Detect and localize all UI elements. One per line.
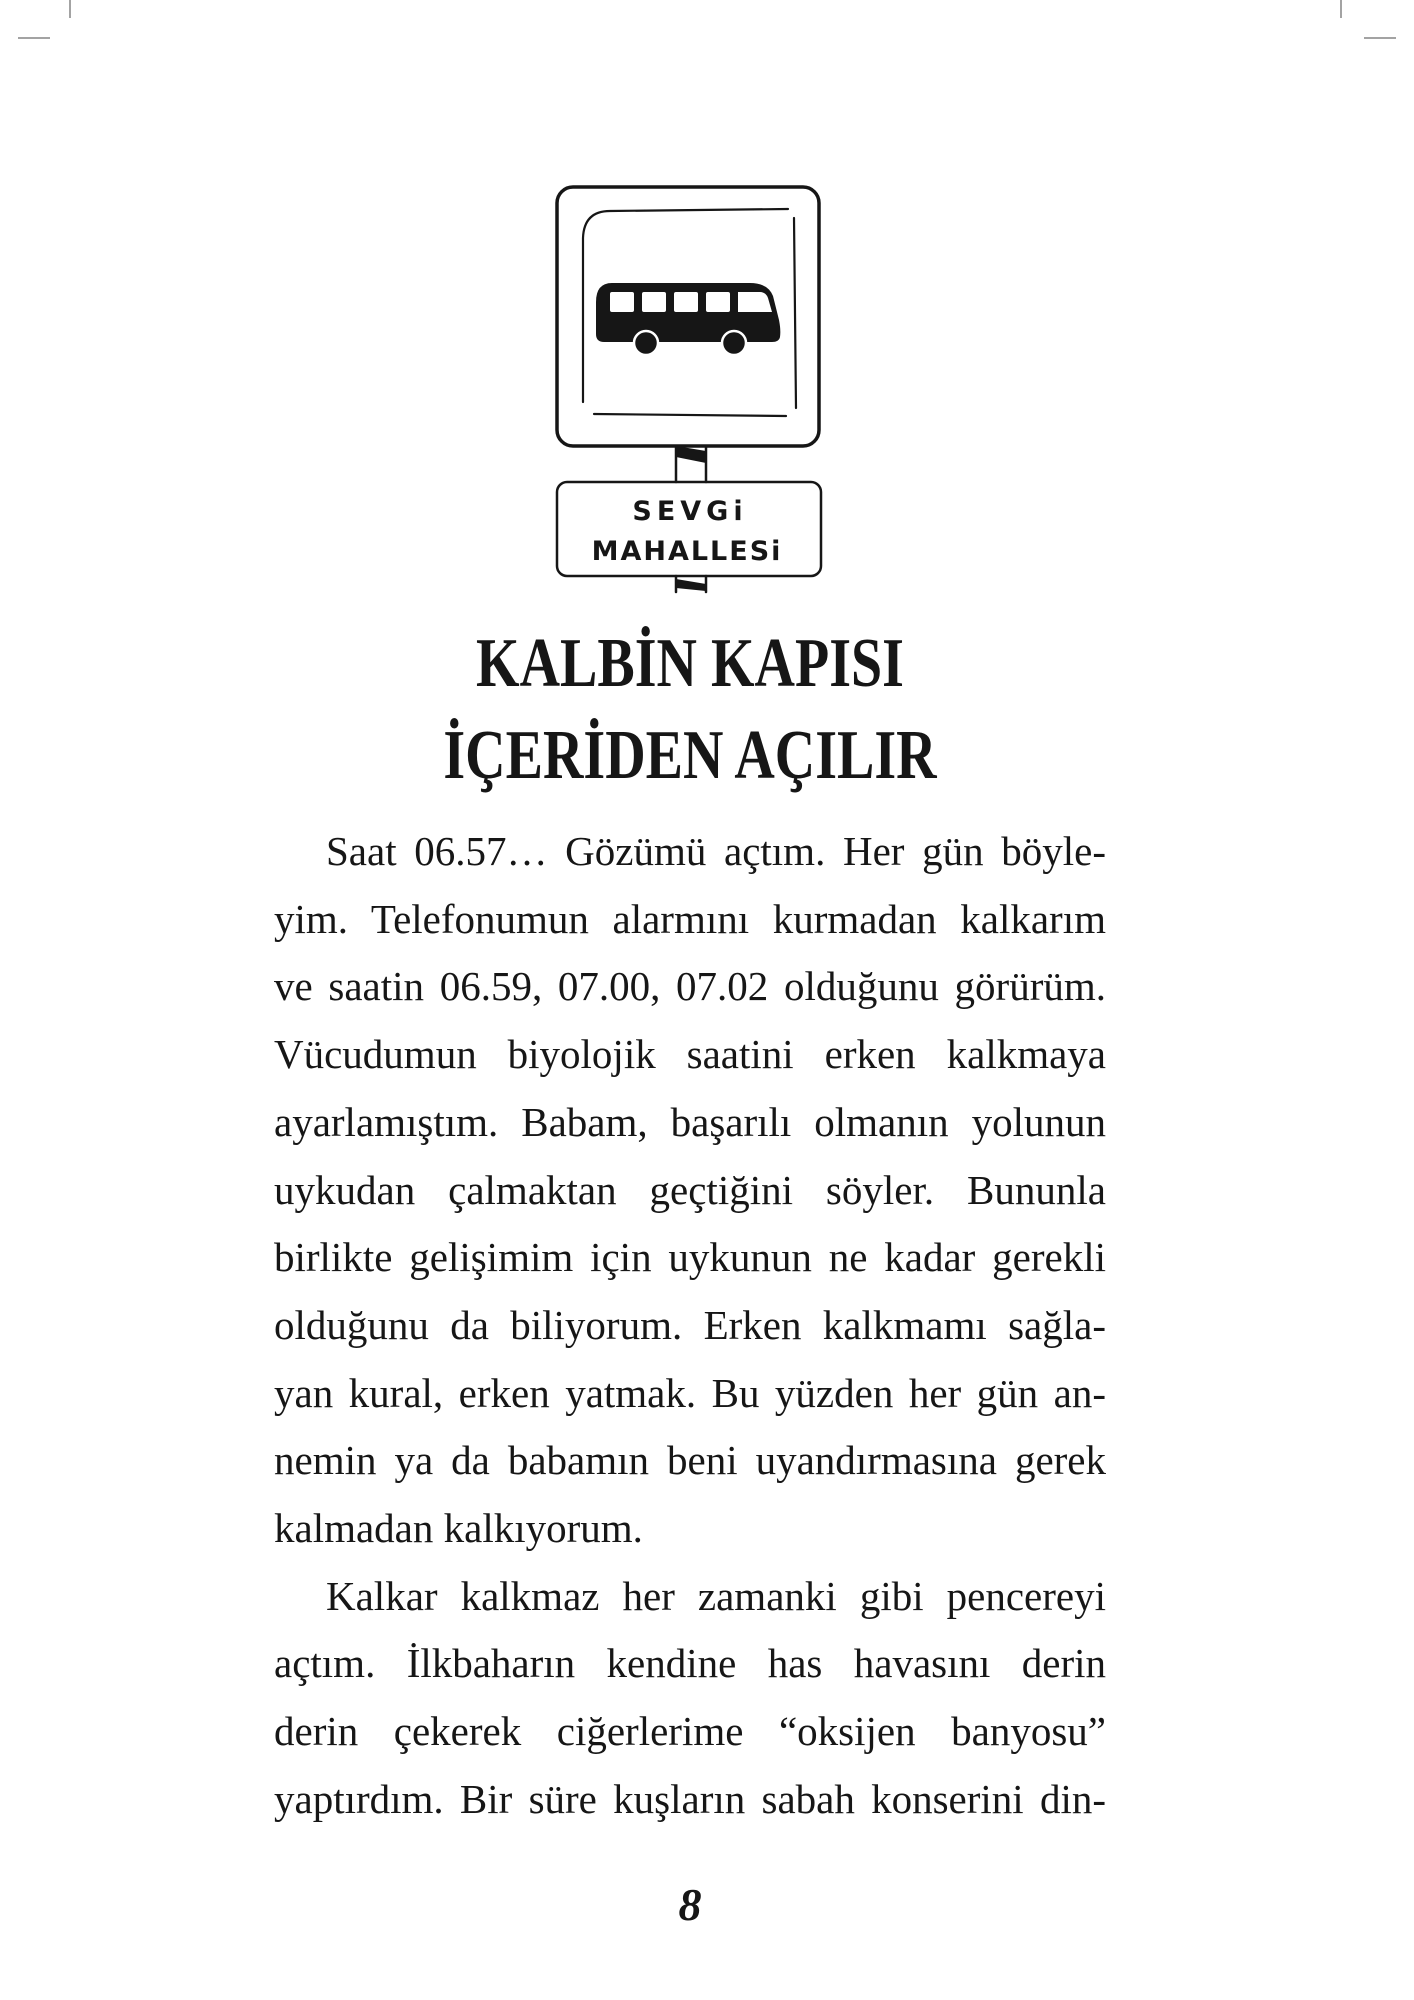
text-line: kalmadan kalkıyorum.: [274, 1505, 643, 1552]
chapter-title-line2: İÇERİDEN AÇILIR: [443, 717, 937, 794]
text-line: ayarlamıştım. Babam, başarılı olmanın yolunun: [274, 1098, 1106, 1145]
crop-mark-top-right-vertical: [1340, 0, 1342, 18]
pole-stripe: [676, 446, 706, 463]
text-line: olduğunu da biliyorum. Erken kalkmamı sağla-: [274, 1301, 1106, 1348]
chapter-title: [274, 618, 1106, 802]
text-line: nemin ya da babamın beni uyandırmasına gerek: [274, 1437, 1106, 1484]
crop-mark-top-right-horizontal: [1364, 37, 1396, 39]
bus-wheel: [634, 331, 658, 355]
district-sign-line2: MAHALLESi: [591, 536, 783, 567]
bus-window: [642, 292, 666, 312]
bus-body: [596, 283, 780, 342]
text-line: yaptırdım. Bir süre kuşların sabah konserini din-: [274, 1775, 1106, 1822]
bus-stop-sign-illustration: [550, 180, 830, 600]
text-line: yim. Telefonumun alarmını kurmadan kalkarım: [274, 895, 1106, 942]
text-line: ve saatin 06.59, 07.00, 07.02 olduğunu görürüm.: [274, 963, 1106, 1010]
body-text: [274, 818, 1106, 1834]
crop-mark-top-left-vertical: [69, 0, 71, 18]
bus-window: [674, 292, 698, 312]
bus-window: [706, 292, 730, 312]
paragraph: [274, 1563, 1106, 1834]
pole-stripe: [676, 579, 706, 591]
text-line: Vücudumun biyolojik saatini erken kalkmaya: [274, 1031, 1106, 1078]
sign-pole-upper: [676, 446, 706, 482]
paragraph: [274, 818, 1106, 1563]
text-line: açtım. İlkbaharın kendine has havasını derin: [274, 1640, 1106, 1687]
sign-pole-lower: [676, 576, 706, 592]
page-number: 8: [678, 1879, 702, 1930]
district-sign-line1: SEVGi: [632, 496, 748, 527]
text-line: Saat 06.57… Gözümü açtım. Her gün böyle-: [326, 828, 1106, 874]
text-line: derin çekerek ciğerlerime “oksijen banyosu”: [274, 1708, 1106, 1755]
text-line: Kalkar kalkmaz her zamanki gibi pencereyi: [326, 1572, 1106, 1619]
bus-wheel: [722, 331, 746, 355]
bus-icon: [596, 283, 780, 355]
crop-mark-top-left-horizontal: [18, 37, 50, 39]
text-line: birlikte gelişimim için uykunun ne kadar gerekli: [274, 1234, 1106, 1281]
chapter-title-line1: KALBİN KAPISI: [476, 625, 904, 702]
text-line: uykudan çalmaktan geçtiğini söyler. Bununla: [274, 1166, 1106, 1213]
bus-window: [610, 292, 634, 312]
text-line: yan kural, erken yatmak. Bu yüzden her gün an-: [274, 1369, 1106, 1416]
